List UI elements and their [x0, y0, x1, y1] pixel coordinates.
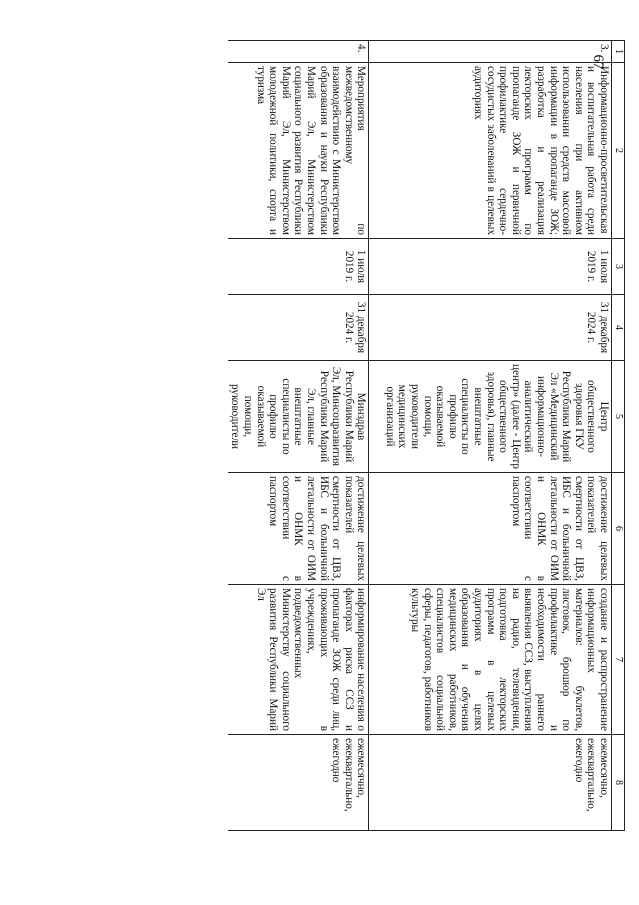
expected-result: достижение целевых показателей смертности от ЦВЗ, ИБС и больничной летальности от ОИМ и ОНМК в соответствии с паспортом	[369, 473, 612, 585]
col-header-7: 7	[612, 585, 625, 735]
start-date: 1 июля 2019 г.	[228, 239, 369, 295]
frequency: ежемесячно, ежеквартально, ежегодно	[369, 735, 612, 831]
characteristics: информирование населения о факторах риска ССЗ и пропаганде ЗОЖ среди лиц, проживающих в учреждениях, подведомственных Министерству социального развития Республики Марий Эл	[228, 585, 369, 735]
table-row	[228, 41, 369, 831]
header-row	[612, 41, 625, 831]
col-header-5: 5	[612, 361, 625, 473]
col-header-1: 1	[612, 41, 625, 63]
characteristics: создание и распространение информационных материалов: буклетов, листовок, брошюр по профилактике и необходимости раннего выявления ССЗ, выступления на радио, телевидении, подготовка лекторских программ в целевых аудиториях в целях образования и обучения медицинских работников, специалистов социальной сферы, педагогов, работников культуры	[369, 585, 612, 735]
start-date: 1 июля 2019 г.	[369, 239, 612, 295]
frequency: ежемесячно, ежеквартально, ежегодно	[228, 735, 369, 831]
row-number: 3.	[369, 41, 612, 63]
col-header-2: 2	[612, 63, 625, 239]
event-name: Мероприятия по межведомственному взаимодействию с Министерством образования и науки Республики Марий Эл, Министерством социального развития Республики Марий Эл, Министерством молодежной политики, спорта и туризма	[228, 63, 369, 239]
event-name: Информационно-просветительская и воспитательная работа среди населения при активном использовании средств массовой информации в пропаганде ЗОЖ; разработка и реализация лекторских программ по пропаганде ЗОЖ и первичной профилактике сердечно-сосудистых заболеваний в целевых аудиториях	[369, 63, 612, 239]
measures-table-rotated	[109, 40, 625, 830]
col-header-3: 3	[612, 239, 625, 295]
responsible: Центр общественного здоровья ГКУ Республики Марий Эл «Медицинский информационно-аналитический центр» (далее - Центр общественного здоровья), главные внештатные специалисты по профилю оказываемой помощи, руководители медицинских организаций	[369, 361, 612, 473]
col-header-6: 6	[612, 473, 625, 585]
end-date: 31 декабря 2024 г.	[228, 295, 369, 361]
responsible: Минздрав Республики Марий Эл, Минсоцразвития Республики Марий Эл, главные внештатные специалисты по профилю оказываемой помощи, руководители	[228, 361, 369, 473]
page-number: 67	[590, 54, 606, 70]
col-header-4: 4	[612, 295, 625, 361]
row-number: 4.	[228, 41, 369, 63]
end-date: 31 декабря 2024 г.	[369, 295, 612, 361]
table-row	[369, 41, 612, 831]
measures-table	[228, 40, 625, 831]
col-header-8: 8	[612, 735, 625, 831]
expected-result: достижение целевых показателей смертности от ЦВЗ, ИБС и больничной летальности от ОИМ и ОНМК в соответствии с паспортом	[228, 473, 369, 585]
